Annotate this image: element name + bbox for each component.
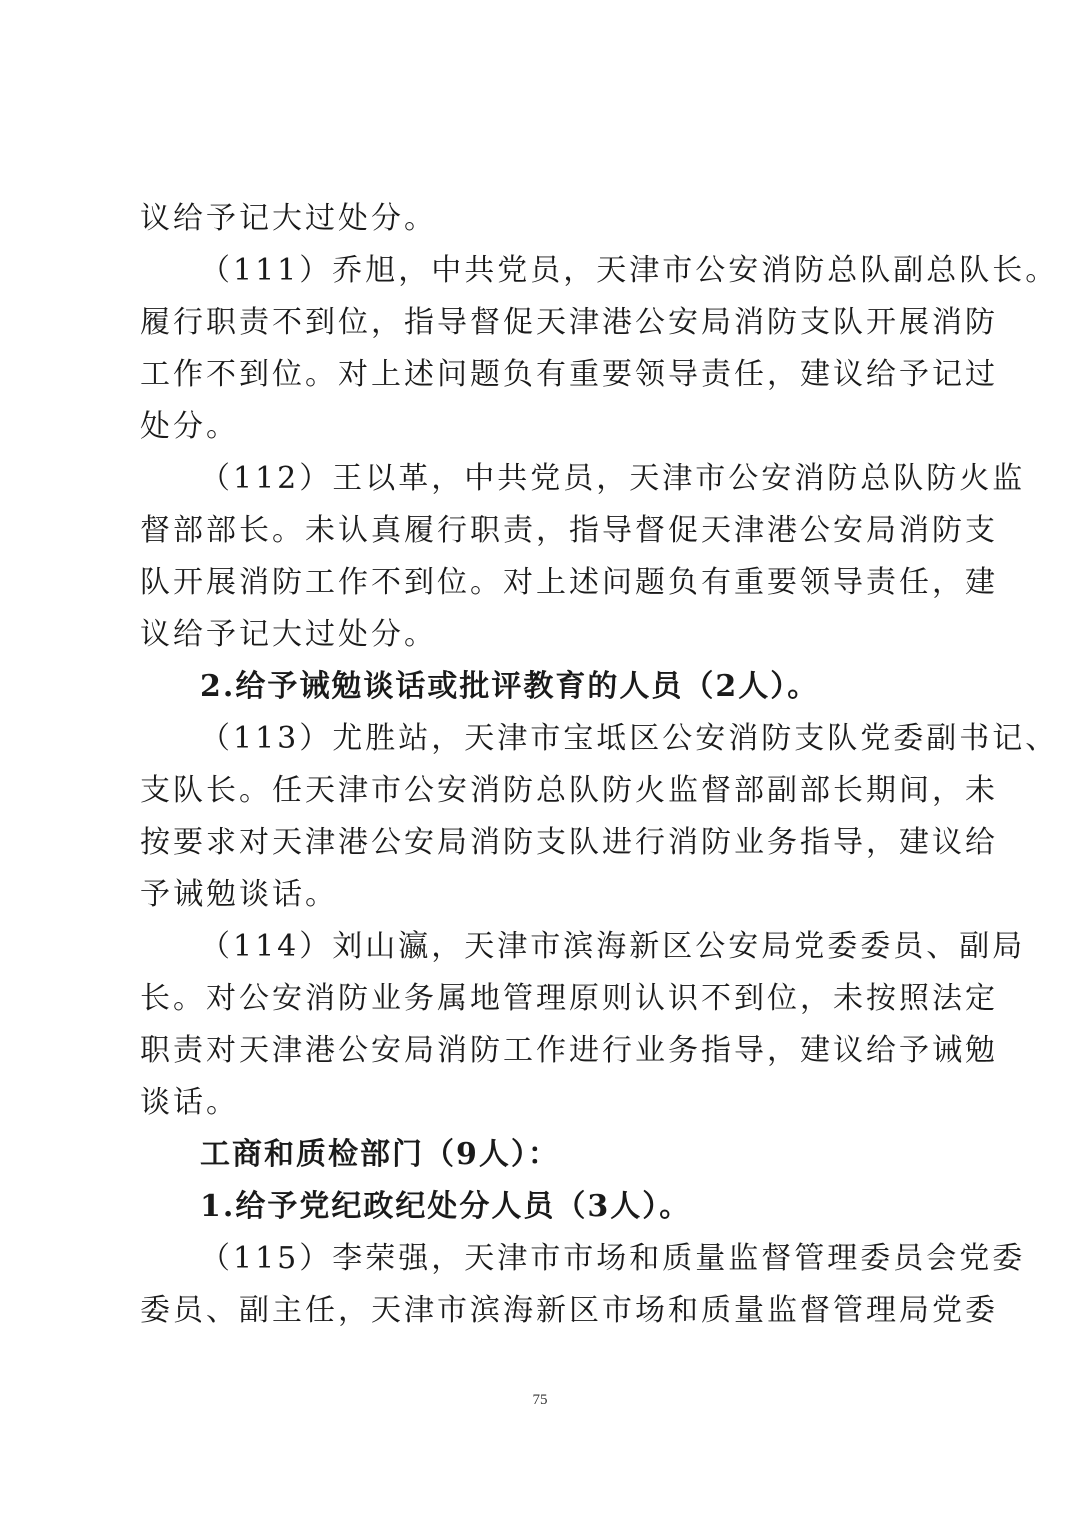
section-heading: 工商和质检部门（9人）： <box>200 1137 560 1172</box>
text-line: 按要求对天津港公安局消防支队进行消防业务指导，建议给 <box>140 825 998 860</box>
text-line: 督部部长。未认真履行职责，指导督促天津港公安局消防支 <box>140 513 998 548</box>
text-line: 委员、副主任，天津市滨海新区市场和质量监督管理局党委 <box>140 1293 998 1328</box>
section-heading: 2.给予诫勉谈话或批评教育的人员（2人）。 <box>200 669 820 704</box>
text-line: 队开展消防工作不到位。对上述问题负有重要领导责任，建 <box>140 565 998 600</box>
text-line: 议给予记大过处分。 <box>140 617 437 652</box>
section-heading: 1.给予党纪政纪处分人员（3人）。 <box>200 1189 692 1224</box>
text-line: 支队长。任天津市公安消防总队防火监督部副部长期间，未 <box>140 773 998 808</box>
text-line: 长。对公安消防业务属地管理原则认识不到位，未按照法定 <box>140 981 998 1016</box>
text-line: 履行职责不到位，指导督促天津港公安局消防支队开展消防 <box>140 305 998 340</box>
text-line: 处分。 <box>140 409 239 444</box>
text-line: 职责对天津港公安局消防工作进行业务指导，建议给予诫勉 <box>140 1033 998 1068</box>
text-line: （115）李荣强，天津市市场和质量监督管理委员会党委 <box>200 1241 1026 1276</box>
page-number: 75 <box>532 1392 548 1408</box>
text-line: （114）刘山瀛，天津市滨海新区公安局党委委员、副局 <box>200 929 1026 964</box>
text-line: 议给予记大过处分。 <box>140 201 437 236</box>
text-line: 予诫勉谈话。 <box>140 877 338 912</box>
text-line: 工作不到位。对上述问题负有重要领导责任，建议给予记过 <box>140 357 998 392</box>
text-line: （112）王以革，中共党员，天津市公安消防总队防火监 <box>200 461 1026 496</box>
text-line: （113）尤胜站，天津市宝坻区公安消防支队党委副书记、 <box>200 721 1059 756</box>
text-line: 谈话。 <box>140 1085 239 1120</box>
text-line: （111）乔旭，中共党员，天津市公安消防总队副总队长。 <box>200 253 1059 288</box>
